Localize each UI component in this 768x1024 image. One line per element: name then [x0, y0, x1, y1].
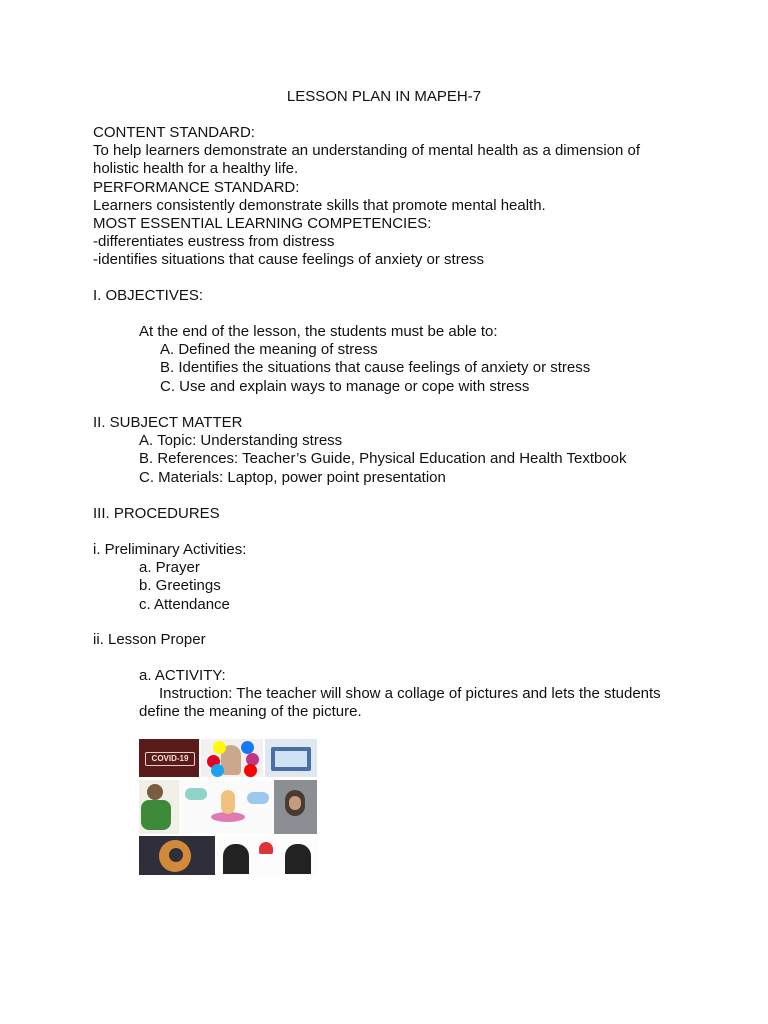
objectives-section — [93, 323, 693, 396]
bubble-shape — [185, 788, 207, 800]
objective-item: A. Defined the meaning of stress — [160, 341, 378, 359]
content-standard-text-line-2: holistic health for a healthy life. — [93, 160, 299, 178]
silhouette-right — [285, 844, 311, 874]
social-media-image — [201, 739, 263, 777]
twitter-icon — [211, 764, 224, 777]
objective-item: C. Use and explain ways to manage or cope with stress — [160, 377, 530, 395]
snapchat-icon — [213, 741, 226, 754]
content-standard-text-line-1: To help learners demonstrate an understanding of mental health as a dimension of — [93, 142, 641, 160]
activity-section — [93, 667, 661, 722]
silhouette-left — [223, 844, 249, 874]
standards-section — [93, 124, 693, 270]
performance-standard-text: Learners consistently demonstrate skills that promote mental health. — [93, 196, 546, 214]
broken-heart-icon — [259, 842, 273, 854]
bubble-shape — [247, 792, 269, 804]
activity-instruction-wrap — [93, 685, 661, 721]
head-shape — [147, 784, 163, 800]
content-standard-heading: CONTENT STANDARD: — [93, 124, 255, 141]
mind-swirl-image — [139, 836, 215, 875]
activity-heading: a. ACTIVITY: — [139, 667, 226, 684]
melc-heading: MOST ESSENTIAL LEARNING COMPETENCIES: — [93, 215, 432, 233]
online-class-image — [265, 739, 317, 777]
preliminary-item: b. Greetings — [139, 577, 221, 595]
anxious-woman-image — [274, 780, 317, 834]
procedures-heading: III. PROCEDURES — [93, 505, 220, 522]
objectives-intro: At the end of the lesson, the students must be able to: — [139, 323, 498, 340]
meditating-figure — [221, 790, 235, 814]
youtube-icon — [244, 764, 257, 777]
objective-item: B. Identifies the situations that cause feelings of anxiety or stress — [160, 359, 591, 377]
preliminary-item: a. Prayer — [139, 559, 200, 577]
subject-matter-section — [93, 414, 693, 487]
activity-instruction: Instruction: The teacher will show a collage of pictures and lets the students define the meaning of the picture. — [139, 685, 661, 721]
melc-item-2: -identifies situations that cause feelings of anxiety or stress — [93, 251, 485, 269]
subject-matter-item: C. Materials: Laptop, power point presentation — [139, 468, 446, 486]
picture-collage — [139, 739, 317, 875]
body-shape — [141, 800, 171, 830]
lesson-proper-heading: ii. Lesson Proper — [93, 631, 206, 648]
preliminary-item: c. Attendance — [139, 595, 230, 613]
stressed-person-image — [139, 780, 179, 834]
subject-matter-item: B. References: Teacher’s Guide, Physical Education and Health Textbook — [139, 450, 627, 468]
silhouettes-image — [217, 836, 317, 875]
performance-standard-heading: PERFORMANCE STANDARD: — [93, 178, 300, 196]
preliminary-section — [93, 541, 693, 614]
face-shape — [289, 796, 301, 810]
preliminary-heading: i. Preliminary Activities: — [93, 541, 247, 558]
covid-label: COVID-19 — [145, 752, 195, 766]
page-title: LESSON PLAN IN MAPEH-7 — [286, 88, 482, 105]
subject-matter-item: A. Topic: Understanding stress — [139, 432, 343, 450]
laptop-screen — [275, 751, 307, 767]
subject-matter-heading: II. SUBJECT MATTER — [93, 414, 243, 431]
objectives-heading: I. OBJECTIVES: — [93, 287, 204, 304]
covid-image — [139, 739, 199, 777]
swirl-center — [169, 848, 183, 862]
meditation-image — [179, 780, 274, 834]
melc-item-1: -differentiates eustress from distress — [93, 233, 335, 251]
